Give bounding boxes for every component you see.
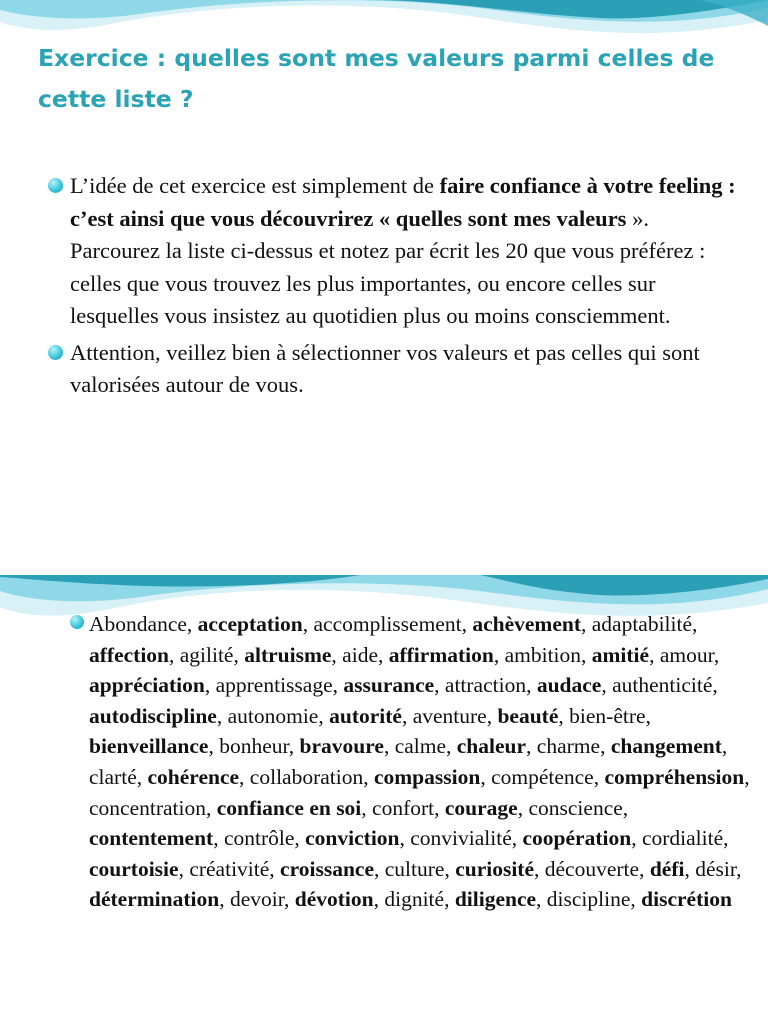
slide-2-body — [70, 609, 760, 915]
value-item: concentration — [89, 795, 207, 820]
value-item: contrôle — [223, 826, 295, 851]
value-item: affection — [89, 642, 169, 667]
bullet-icon — [70, 615, 84, 629]
value-item: créativité — [189, 856, 270, 881]
bullet-paragraph-instructions — [48, 170, 738, 333]
value-item: charme — [536, 734, 601, 759]
value-item: autodiscipline — [89, 703, 217, 728]
value-item: croissance — [280, 856, 374, 881]
slide-separator — [0, 560, 768, 575]
value-item: aide — [342, 642, 378, 667]
value-item: confiance en soi — [216, 795, 362, 820]
value-item: cordialité — [641, 826, 724, 851]
value-item: curiosité — [455, 856, 535, 881]
value-item: bonheur — [219, 734, 289, 759]
value-item: devoir — [229, 887, 285, 912]
value-item: beauté — [497, 703, 559, 728]
instruction-text: L’idée de cet exercice est simplement de — [70, 173, 440, 198]
value-item: attraction — [444, 673, 527, 698]
value-item: désir — [695, 856, 737, 881]
value-item: chaleur — [456, 734, 527, 759]
value-item: compréhension — [604, 764, 745, 789]
value-item: dignité — [384, 887, 445, 912]
value-item: assurance — [343, 673, 435, 698]
value-item: compassion — [373, 764, 481, 789]
slide-title: Exercice : quelles sont mes valeurs parmi celles de cette liste ? — [38, 44, 715, 113]
value-item: bien-être — [569, 703, 646, 728]
value-item: accomplissement — [313, 612, 462, 636]
value-item: contentement — [89, 826, 214, 851]
value-item: bravoure — [299, 734, 384, 759]
value-item: amour — [659, 642, 714, 667]
value-item: discrétion — [641, 887, 732, 912]
value-item: changement — [610, 734, 722, 759]
value-item: aventure — [412, 703, 487, 728]
value-item: clarté — [89, 764, 137, 789]
bullet-icon — [48, 178, 63, 193]
value-item: découverte — [544, 856, 640, 881]
value-item: compétence — [491, 764, 594, 789]
slide-1-body — [48, 170, 738, 402]
value-item: agilité — [179, 642, 234, 667]
value-item: diligence — [454, 887, 537, 912]
value-item: conscience — [528, 795, 623, 820]
value-item: authenticité — [612, 673, 713, 698]
value-item: dévotion — [294, 887, 374, 912]
value-item: courtoisie — [89, 856, 179, 881]
bullet-icon — [48, 345, 63, 360]
value-item: appréciation — [89, 673, 205, 698]
instruction-closing: ». — [632, 205, 649, 231]
values-list-text: Abondance, acceptation, accomplissement, achèvement, adaptabilité, affection, agilité, altruisme, aide, affirmation, ambition, amitié, amour, appréciation, apprentissage, assurance, attraction, audace, authenticité, autodiscipline, autonomie, autorité, aventure, beauté, bien-être, bienveillance, bonheur, bravoure, calme, chaleur, charme, changement, clarté, cohérence, collaboration, compassion, compétence, compréhension, concentration, confiance en soi, confort, courage, conscience, contentement, contrôle, conviction, convivialité, coopération, cordialité, courtoisie, créativité, croissance, culture, curiosité, découverte, défi, désir, détermination, devoir, dévotion, dignité, diligence, discipline, discrétion — [89, 612, 750, 912]
values-list — [70, 609, 760, 915]
value-item: convivialité — [410, 826, 512, 851]
warning-text: Attention, veillez bien à sélectionner vos valeurs et pas celles qui sont valorisées autour de vous. — [70, 339, 700, 397]
value-item: coopération — [522, 826, 632, 851]
bullet-paragraph-warning — [48, 337, 738, 402]
value-item: culture — [384, 856, 445, 881]
value-item: détermination — [89, 887, 220, 912]
value-item: confort — [372, 795, 435, 820]
value-item: bienveillance — [89, 734, 209, 759]
value-item: autorité — [329, 703, 402, 728]
value-item: calme — [394, 734, 447, 759]
slide-2 — [0, 575, 768, 1024]
value-item: audace — [536, 673, 602, 698]
value-item: défi — [649, 856, 685, 881]
value-item: apprentissage — [215, 673, 333, 698]
value-item: discipline — [546, 887, 631, 912]
value-item: collaboration — [249, 764, 364, 789]
value-item: affirmation — [388, 642, 494, 667]
value-item: courage — [444, 795, 518, 820]
value-item: autonomie — [227, 703, 319, 728]
value-item: adaptabilité — [591, 612, 693, 636]
value-item: achèvement — [472, 612, 581, 636]
value-item: ambition — [504, 642, 582, 667]
value-item: amitié — [591, 642, 650, 667]
value-item: conviction — [305, 826, 400, 851]
instruction-emphasis: faire confiance à votre feeling : c’est ainsi que vous découvrirez « quelles sont mes valeurs — [70, 173, 736, 231]
value-item: cohérence — [147, 764, 240, 789]
value-item: Abondance — [89, 612, 187, 636]
value-item: acceptation — [197, 612, 303, 636]
value-item: altruisme — [244, 642, 332, 667]
instruction-detail: Parcourez la liste ci-dessus et notez par écrit les 20 que vous préférez : celles que vous trouvez les plus importantes, ou encore celles sur lesquelles vous insistez au quotidien plus ou moins consciemment. — [70, 238, 706, 328]
